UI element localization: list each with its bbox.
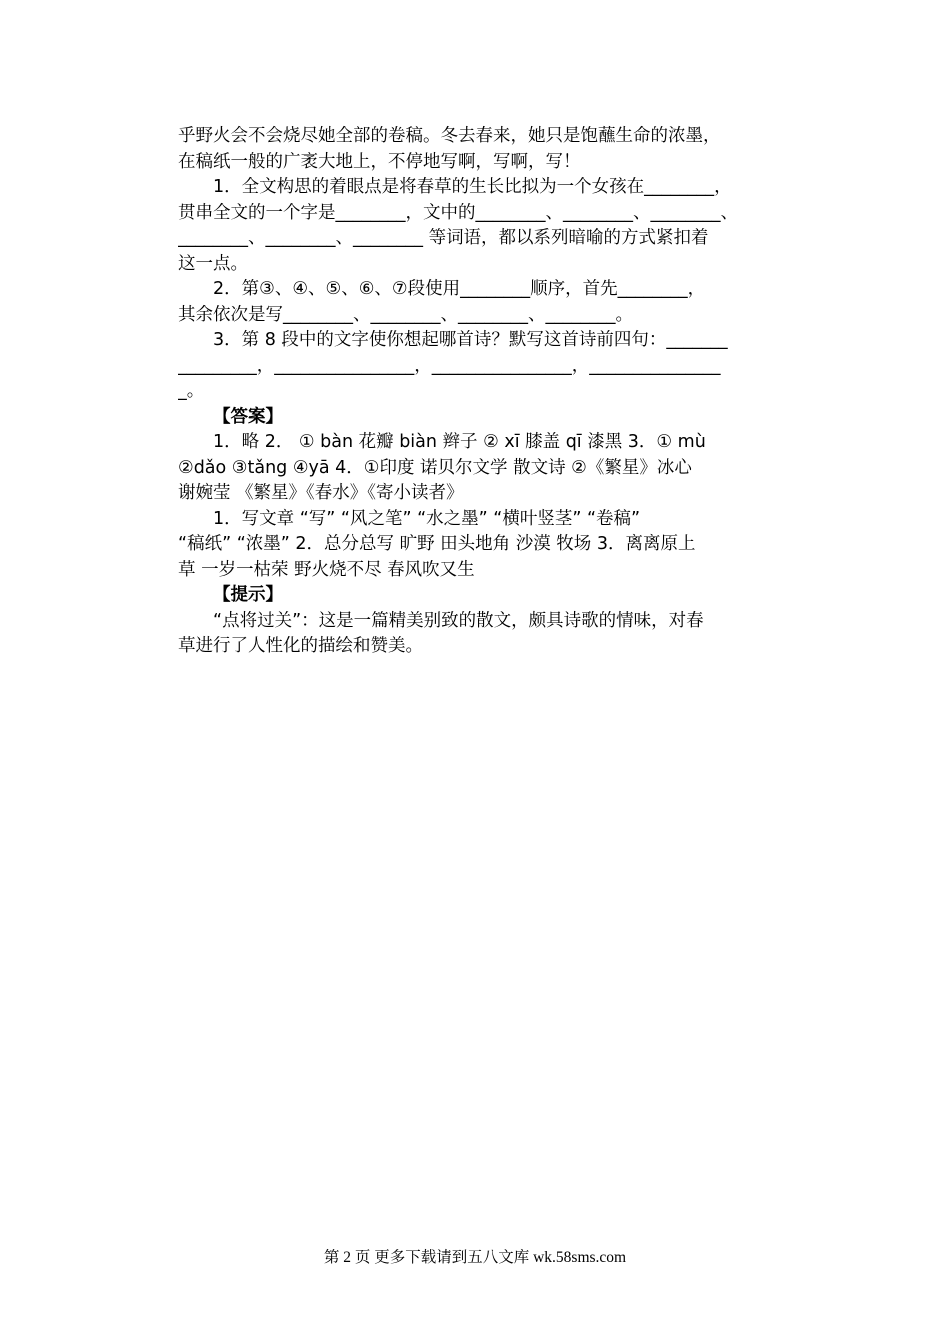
body-line: 这一点。	[178, 253, 248, 274]
answer-line: 1．写文章 “写” “风之笔” “水之墨” “横叶竖茎” “卷稿”	[213, 508, 641, 529]
body-line: 乎野火会不会烧尽她全部的卷稿。冬去春来，她只是饱蘸生命的浓墨，	[178, 126, 721, 146]
answer-line: 1．略 2． ① bàn 花瓣 biàn 辫子 ② xī 膝盖 qī 漆黑 3．① mù	[213, 432, 706, 452]
answer-line: 草 一岁一枯荣 野火烧不尽 春风吹又生	[178, 559, 475, 580]
question-3: 3．第 8 段中的文字使你想起哪首诗？默写这首诗前四句：_______	[213, 330, 728, 350]
question-2: 2．第③、④、⑤、⑥、⑦段使用________顺序，首先________，	[213, 279, 706, 299]
answer-line: 谢婉莹 《繁星》《春水》《寄小读者》	[178, 483, 464, 503]
page-footer: 第 2 页 更多下载请到五八文库 wk.58sms.com	[323, 1249, 627, 1266]
hint-line: “点将过关”：这是一篇精美别致的散文，颇具诗歌的情味，对春	[213, 610, 704, 631]
answer-heading: 【答案】	[213, 406, 283, 427]
body-line: 贯串全文的一个字是________，文中的________、________、________、	[178, 202, 738, 223]
body-line: _________，________________，________________，_______________	[178, 355, 721, 376]
hint-heading: 【提示】	[213, 585, 283, 605]
body-line: _。	[178, 381, 205, 401]
answer-line: ②dǎo ③tǎng ④yā 4．①印度 诺贝尔文学 散文诗 ②《繁星》冰心	[178, 457, 692, 478]
body-line: ________、________、________ 等词语，都以系列暗喻的方式紧扣着	[178, 228, 709, 248]
body-line: 在稿纸一般的广袤大地上，不停地写啊，写啊，写！	[178, 151, 581, 172]
hint-line: 草进行了人性化的描绘和赞美。	[178, 636, 423, 656]
document-body	[178, 124, 778, 660]
body-line: 其余依次是写________、________、________、________。	[178, 304, 633, 325]
question-1: 1．全文构思的着眼点是将春草的生长比拟为一个女孩在________，	[213, 177, 732, 197]
answer-line: “稿纸” “浓墨” 2．总分总写 旷野 田头地角 沙漠 牧场 3．离离原上	[178, 534, 696, 554]
